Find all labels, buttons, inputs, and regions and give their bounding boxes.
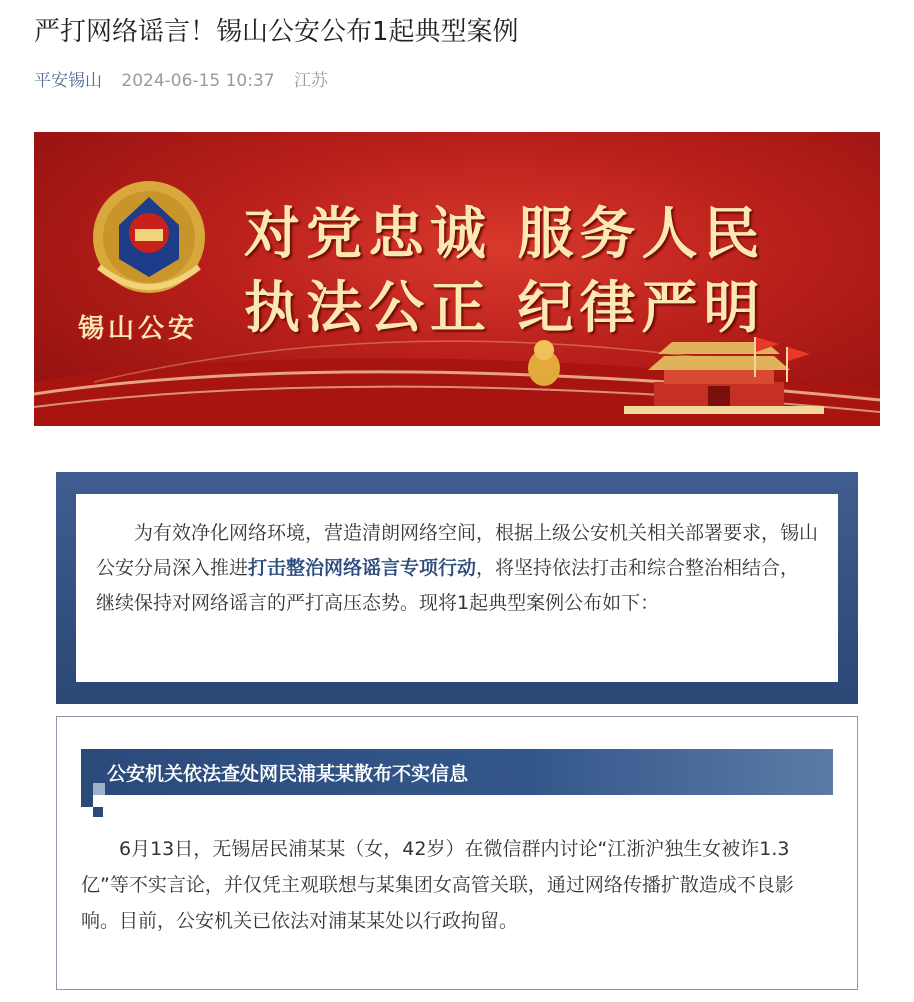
intro-panel — [76, 494, 838, 682]
lion-statue-icon — [528, 340, 560, 386]
banner-slogan-line2: 执法公正 纪律严明 — [244, 275, 766, 341]
case-body: 6月13日，无锡居民浦某某（女，42岁）在微信群内讨论“江浙沪独生女被诈1.3亿”等不实言论，并仅凭主观联想与某集团女高管关联，通过网络传播扩散造成不良影响。目前，公安机关已依法对浦某某处以行政拘留。 — [81, 838, 794, 932]
banner-slogan-line1: 对党忠诚 服务人民 — [244, 201, 766, 267]
header-banner-image — [34, 132, 880, 426]
case-section — [56, 716, 858, 990]
account-name-link[interactable]: 平安锡山 — [34, 71, 102, 91]
intro-text-before: 为有效净化网络环境，营造清朗网络空间，根据上级公安机关相关部署要求，锡山公安分局深入推进 — [96, 522, 819, 579]
case-header-bar — [81, 749, 833, 795]
decor-square-small — [93, 807, 103, 817]
banner-department-name: 锡山公安 — [78, 314, 199, 344]
decor-square-dark — [81, 795, 93, 807]
intro-highlight: 打击整治网络谣言专项行动 — [248, 557, 477, 579]
article-meta — [34, 68, 328, 94]
case-title: 公安机关依法查处网民浦某某散布不实信息 — [107, 763, 469, 785]
article-title: 严打网络谣言！锡山公安公布1起典型案例 — [34, 17, 519, 47]
police-emblem-icon — [93, 181, 205, 293]
intro-section — [56, 472, 858, 704]
intro-text-after: ，将坚持依法打击和综合整治相结合，继续保持对网络谣言的严打高压态势。现将1起典型案例公布如下： — [96, 557, 800, 614]
intro-paragraph — [96, 516, 818, 621]
decor-square-light — [93, 783, 105, 795]
publish-location: 江苏 — [294, 71, 329, 91]
publish-time: 2024-06-15 10:37 — [121, 71, 275, 91]
